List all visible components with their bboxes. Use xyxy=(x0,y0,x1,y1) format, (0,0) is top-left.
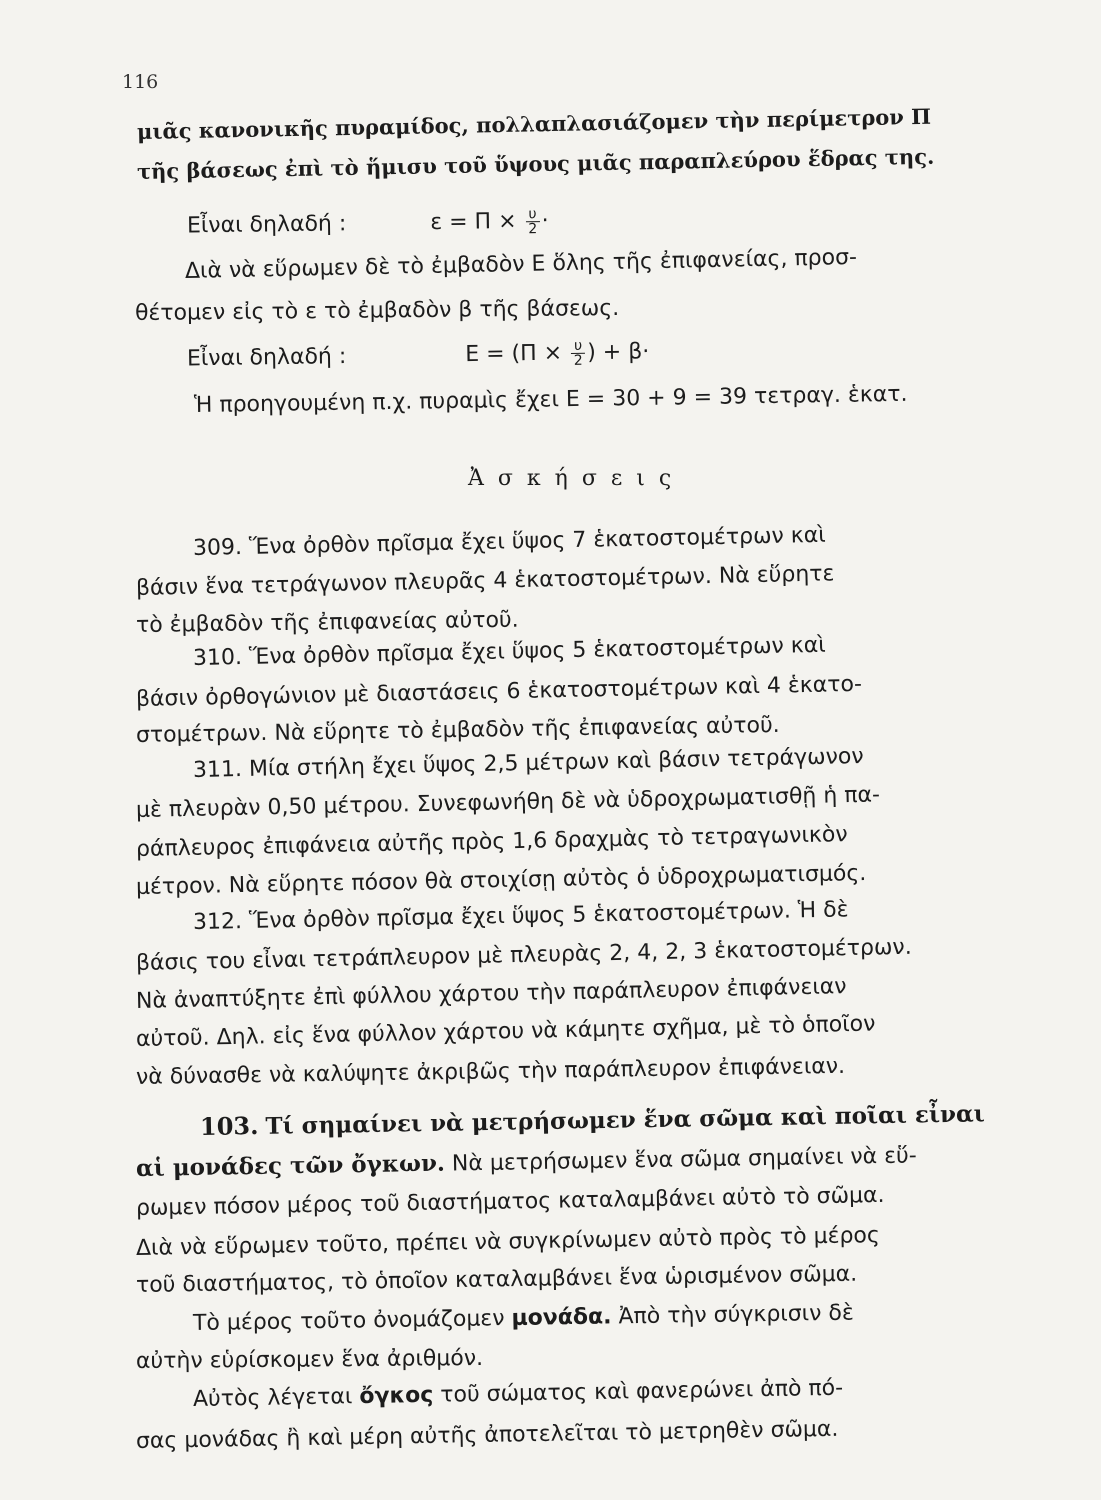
exercise-312-line-5: νὰ δύνασθε νὰ καλύψητε ἀκριβῶς τὴν παράπλευρον ἐπιφάνειαν. xyxy=(135,1053,846,1090)
section-number: 103. xyxy=(199,1110,259,1141)
formula-1-fraction: $\frac{\upsilon}{2}$ xyxy=(525,207,540,236)
intro-line-1: μιᾶς κανονικῆς πυραμίδος, πολλαπλασιάζομεν τὴν περίμετρον Π xyxy=(136,103,932,144)
exercise-311-line-4: μέτρον. Νὰ εὕρητε πόσον θὰ στοιχίσῃ αὐτὸς ὁ ὑδροχρωματισμός. xyxy=(135,860,867,900)
exercise-311-line-2: μὲ πλευρὰν 0,50 μέτρου. Συνεφωνήθη δὲ νὰ ὑδροχρωματισθῇ ἡ πα- xyxy=(135,782,881,823)
section-103-line-7: αὐτὴν εὑρίσκομεν ἕνα ἀριθμόν. xyxy=(135,1345,484,1374)
exercise-310-line-1: 310. Ἕνα ὀρθὸν πρῖσμα ἔχει ὕψος 5 ἑκατοστομέτρων καὶ xyxy=(192,632,826,671)
section-103-line-9: σας μονάδας ἢ καὶ μέρη αὐτῆς ἀποτελεῖται τὸ μετρηθὲν σῶμα. xyxy=(135,1416,839,1454)
exercise-312-line-3: Νὰ ἀναπτύξητε ἐπὶ φύλλου χάρτου τὴν παράπλευρον ἐπιφάνειαν xyxy=(135,974,847,1014)
section-103-title-line xyxy=(200,1099,985,1143)
intro-line-2: τῆς βάσεως ἐπὶ τὸ ἥμισυ τοῦ ὕψους μιᾶς παραπλεύρου ἕδρας της. xyxy=(136,143,935,184)
exercise-312-line-2: βάσις του εἶναι τετράπλευρον μὲ πλευρὰς 2, 4, 2, 3 ἑκατοστομέτρων. xyxy=(135,934,912,976)
intro-line-5: θέτομεν εἰς τὸ ε τὸ ἐμβαδὸν β τῆς βάσεως. xyxy=(134,295,620,326)
page-number: 116 xyxy=(122,71,159,93)
formula-1-label: Εἶναι δηλαδή : xyxy=(186,211,347,239)
intro-line-4: Διὰ νὰ εὕρωμεν δὲ τὸ ἐμβαδὸν Ε ὅλης τῆς ἐπιφανείας, προσ- xyxy=(184,244,858,284)
formula-2-lhs: Ε = (Π × xyxy=(465,340,563,368)
section-103-line-8: Αὐτὸς λέγεται ὄγκος τοῦ σώματος καὶ φανερώνει ἀπὸ πό- xyxy=(192,1375,844,1412)
section-103-line-3: ρωμεν πόσον μέρος τοῦ διαστήματος καταλαμβάνει αὐτὸ τὸ σῶμα. xyxy=(135,1182,885,1221)
formula-2-fraction: $\frac{\upsilon}{2}$ xyxy=(571,339,586,368)
term-unit: μονάδα. xyxy=(511,1304,612,1331)
section-103-line-5: τοῦ διαστήματος, τὸ ὁποῖον καταλαμβάνει ἕνα ὡρισμένον σῶμα. xyxy=(135,1261,858,1298)
exercise-309-line-3: τὸ ἐμβαδὸν τῆς ἐπιφανείας αὐτοῦ. xyxy=(135,607,519,638)
section-103-line-2 xyxy=(136,1141,917,1184)
section-103-line-4: Διὰ νὰ εὕρωμεν τοῦτο, πρέπει νὰ συγκρίνωμεν αὐτὸ πρὸς τὸ μέρος xyxy=(135,1223,881,1261)
section-title-part-2: αἱ μονάδες τῶν ὄγκων. xyxy=(135,1149,446,1182)
exercise-311-line-1: 311. Μία στήλη ἔχει ὕψος 2,5 μέτρων καὶ βάσιν τετράγωνον xyxy=(192,743,864,783)
exercise-310-line-2: βάσιν ὀρθογώνιον μὲ διαστάσεις 6 ἑκατοστομέτρων καὶ 4 ἑκατο- xyxy=(135,671,863,712)
exercises-heading: Ἀσκήσεις xyxy=(468,466,686,491)
formula-total-area: Εἶναι δηλαδή : Ε = (Π × $\frac{\upsilon}{2}$ ) + β· xyxy=(186,337,650,372)
formula-lateral-area: Εἶναι δηλαδή : ε = Π × $\frac{\upsilon}{2}$ · xyxy=(186,206,549,239)
exercise-312-line-4: αὐτοῦ. Δηλ. εἰς ἕνα φύλλον χάρτου νὰ κάμητε σχῆμα, μὲ τὸ ὁποῖον xyxy=(135,1011,876,1052)
exercise-311-line-3: ράπλευρος ἐπιφάνεια αὐτῆς πρὸς 1,6 δραχμὰς τὸ τετραγωνικὸν xyxy=(135,822,848,862)
section-103-line-6: Τὸ μέρος τοῦτο ὀνομάζομεν μονάδα. Ἀπὸ τὴν σύγκρισιν δὲ xyxy=(192,1300,854,1336)
formula-1-lhs: ε = Π × xyxy=(430,208,517,236)
exercise-309-line-1: 309. Ἕνα ὀρθὸν πρῖσμα ἔχει ὕψος 7 ἑκατοστομέτρων καὶ xyxy=(192,522,826,561)
formula-2-label: Εἶναι δηλαδή : xyxy=(186,343,347,372)
section-title-part-1: Τί σημαίνει νὰ μετρήσωμεν ἕνα σῶμα καὶ ποῖαι εἶναι xyxy=(265,1100,986,1140)
section-line-2-rest: Νὰ μετρήσωμεν ἕνα σῶμα σημαίνει νὰ εὕ- xyxy=(451,1143,917,1177)
intro-line-7: Ἡ προηγουμένη π.χ. πυραμὶς ἔχει Ε = 30 + 9 = 39 τετραγ. ἑκατ. xyxy=(193,381,908,418)
exercise-310-line-3: στομέτρων. Νὰ εὕρητε τὸ ἐμβαδὸν τῆς ἐπιφανείας αὐτοῦ. xyxy=(135,712,780,748)
term-volume: ὄγκος xyxy=(359,1382,434,1410)
exercise-312-line-1: 312. Ἕνα ὀρθὸν πρῖσμα ἔχει ὕψος 5 ἑκατοστομέτρων. Ἡ δὲ xyxy=(192,897,849,935)
exercise-309-line-2: βάσιν ἕνα τετράγωνον πλευρᾶς 4 ἑκατοστομέτρων. Νὰ εὕρητε xyxy=(135,561,835,601)
